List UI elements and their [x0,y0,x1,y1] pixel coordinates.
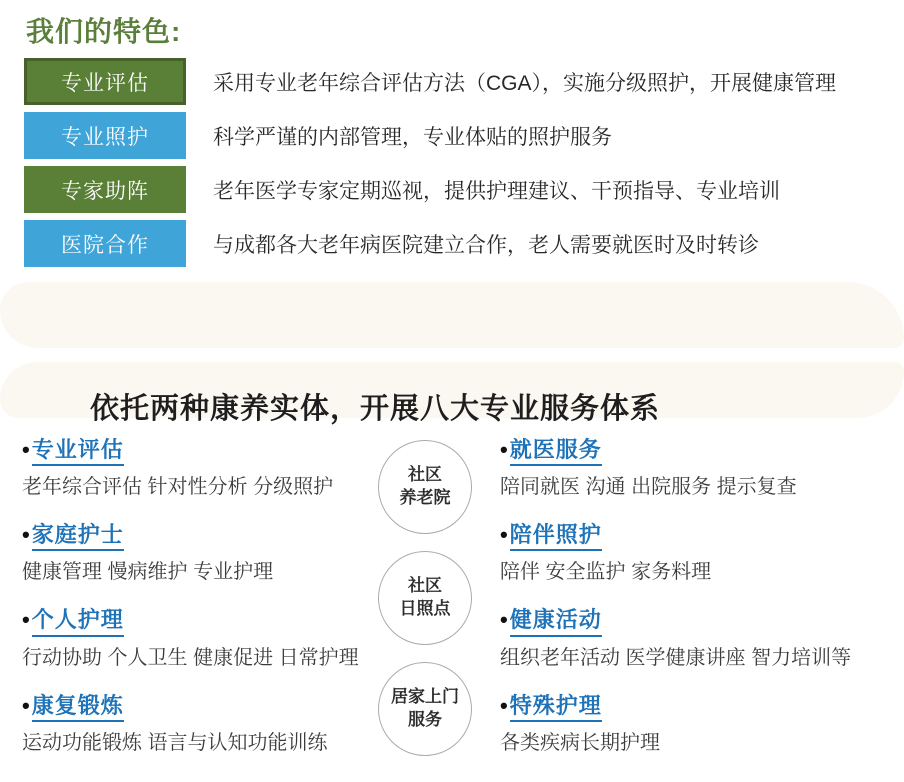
bullet-icon: • [500,692,508,718]
service-desc-rehab: 运动功能锻炼 语言与认知功能训练 [22,731,328,754]
facility-circles-column [378,440,474,773]
bullet-icon: • [22,522,30,548]
service-desc-medical-visit: 陪同就医 沟通 出院服务 提示复查 [500,476,797,499]
feature-badge-hospital: 医院合作 [24,220,186,267]
features-heading: 我们的特色: [26,16,182,47]
feature-desc-hospital: 与成都各大老年病医院建立合作，老人需要就医时及时转诊 [213,233,759,257]
bullet-icon: • [500,607,508,633]
service-title-line [22,438,372,466]
service-title-line [22,694,372,722]
circle-label-line2: 养老院 [399,488,451,507]
bullet-icon: • [22,692,30,718]
feature-badge-care: 专业照护 [24,112,186,159]
feature-row-assessment [24,58,904,105]
feature-row-experts [24,166,904,213]
service-desc-assessment: 老年综合评估 针对性分析 分级照护 [22,476,334,499]
bullet-icon: • [22,607,30,633]
feature-desc-care: 科学严谨的内部管理，专业体贴的照护服务 [213,125,612,149]
service-desc-home-nurse: 健康管理 慢病维护 专业护理 [22,561,274,584]
circle-label-line2: 日照点 [399,599,451,618]
circle-label-line2: 服务 [408,710,442,729]
service-desc-special-care: 各类疾病长期护理 [500,731,660,754]
service-item-medical-visit [500,438,904,499]
service-link-assessment[interactable]: 专业评估 [32,438,124,466]
bullet-icon: • [500,522,508,548]
service-title-line [22,608,372,636]
circle-label-line1: 社区 [408,465,442,485]
service-title-line [22,523,372,551]
service-link-special-care[interactable]: 特殊护理 [510,694,602,722]
service-link-health-activity[interactable]: 健康活动 [510,608,602,636]
service-desc-personal-care: 行动协助 个人卫生 健康促进 日常护理 [22,646,359,669]
services-heading: 依托两种康养实体，开展八大专业服务体系 [89,393,660,425]
feature-desc-assessment: 采用专业老年综合评估方法（CGA），实施分级照护，开展健康管理 [213,71,837,95]
service-item-home-nurse [22,523,372,584]
service-title-line [500,694,904,722]
service-link-companion[interactable]: 陪伴照护 [510,523,602,551]
feature-badge-experts: 专家助阵 [24,166,186,213]
features-section [0,0,904,274]
circle-label-line1: 居家上门 [391,687,459,707]
service-link-personal-care[interactable]: 个人护理 [32,608,124,636]
bullet-icon: • [22,437,30,462]
services-column-right [500,438,904,779]
service-item-special-care [500,694,904,755]
service-item-personal-care [22,608,372,669]
feature-row-care [24,112,904,159]
service-title-line [500,523,904,551]
service-title-line [500,608,904,636]
circle-label-line1: 社区 [408,576,442,596]
service-link-home-nurse[interactable]: 家庭护士 [32,523,124,551]
facility-circle-daycare [378,551,472,645]
feature-desc-experts: 老年医学专家定期巡视，提供护理建议、干预指导、专业培训 [213,179,780,203]
service-item-assessment [22,438,372,499]
service-link-medical-visit[interactable]: 就医服务 [510,438,602,466]
services-column-left [22,438,372,779]
service-desc-companion: 陪伴 安全监护 家务料理 [500,561,712,584]
bullet-icon: • [500,437,508,462]
service-item-health-activity [500,608,904,669]
background-band-top [0,282,904,348]
feature-badge-assessment: 专业评估 [24,58,186,105]
service-item-rehab [22,694,372,755]
service-desc-health-activity: 组织老年活动 医学健康讲座 智力培训等 [500,646,852,669]
facility-circle-home-visit [378,662,472,756]
service-title-line [500,438,904,466]
service-link-rehab[interactable]: 康复锻炼 [32,694,124,722]
feature-row-hospital [24,220,904,267]
facility-circle-nursing-home [378,440,472,534]
service-item-companion [500,523,904,584]
